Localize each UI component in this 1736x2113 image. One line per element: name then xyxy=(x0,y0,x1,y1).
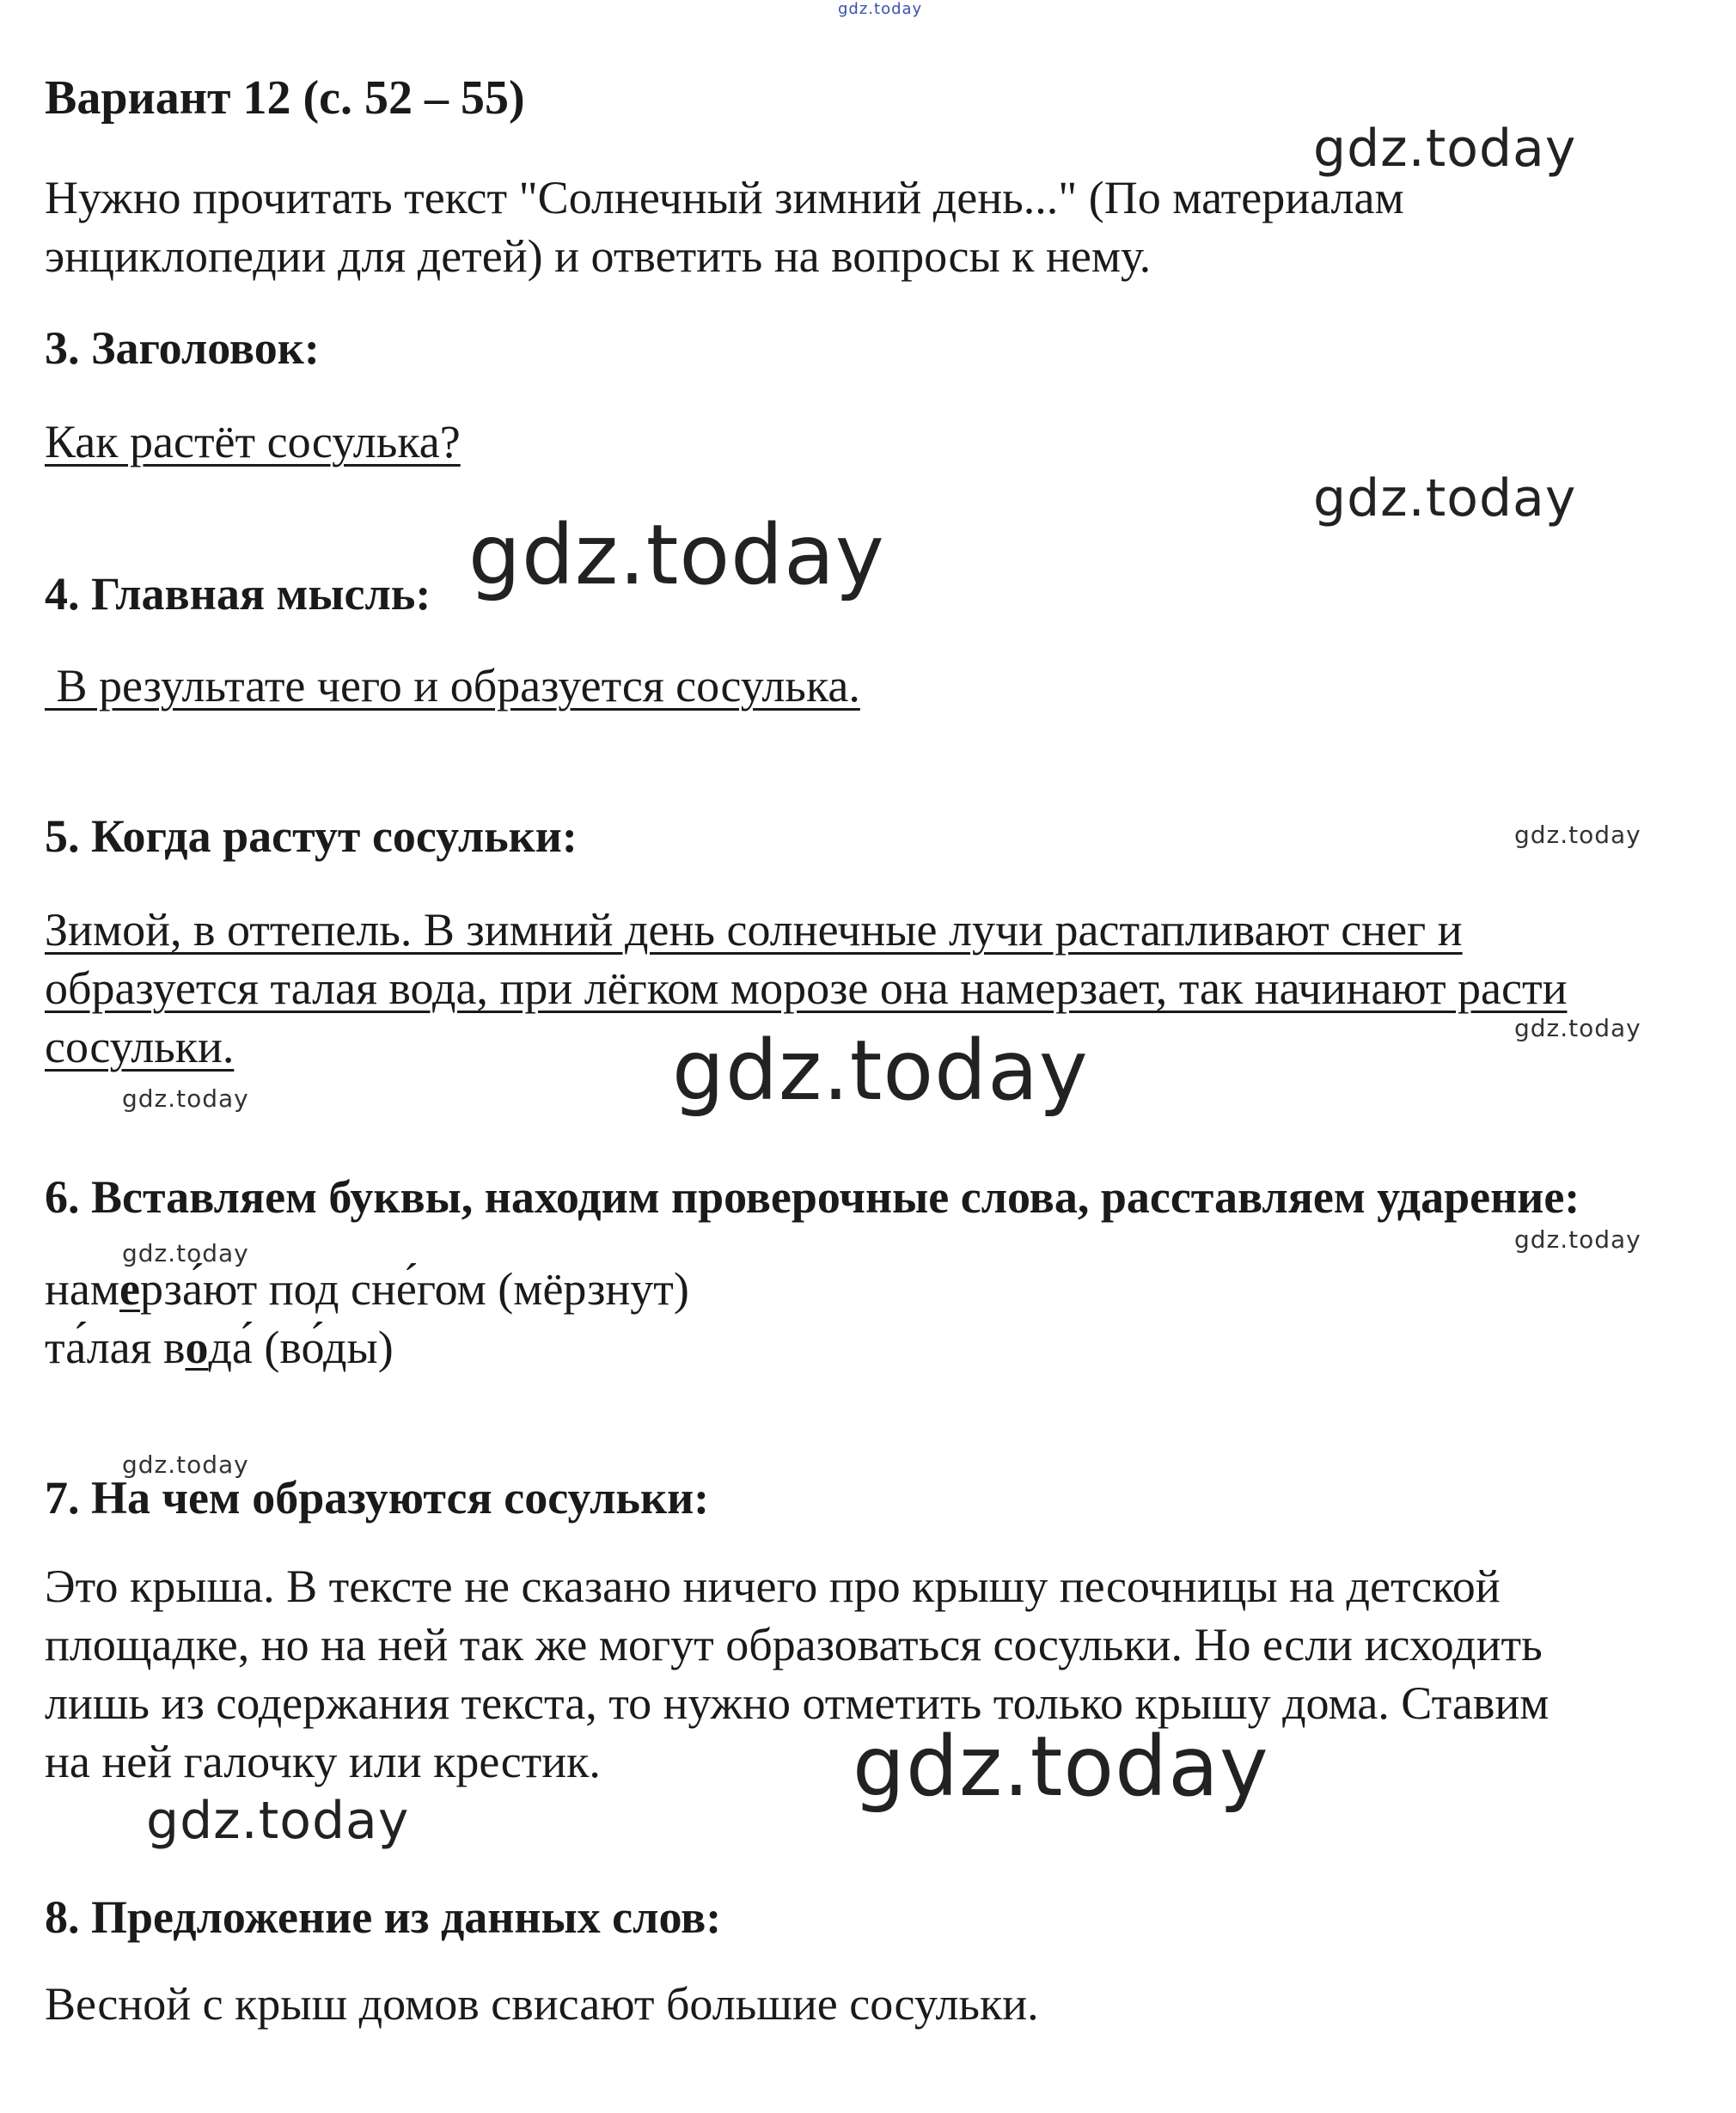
q7-heading: 7. На чем образуются сосульки: xyxy=(45,1472,710,1524)
watermark: gdz.today xyxy=(122,1450,249,1479)
q5-answer-line: образуется талая вода, при лёгком морозе она намерзает, так начинают расти xyxy=(45,962,1568,1014)
q7-answer-line: Это крыша. В тексте не сказано ничего про крышу песочницы на детской xyxy=(45,1560,1501,1612)
q6-line2-letter: о xyxy=(185,1322,209,1373)
watermark: gdz.today xyxy=(146,1791,410,1851)
q5-answer-line: сосульки. xyxy=(45,1021,235,1072)
watermark: gdz.today xyxy=(1313,468,1577,528)
q6-line1-pre: нам xyxy=(45,1263,120,1315)
q5-answer xyxy=(45,901,1567,1076)
q3-answer-text: Как растёт сосулька? xyxy=(45,416,461,467)
q5-heading: 5. Когда растут сосульки: xyxy=(45,810,578,862)
watermark: gdz.today xyxy=(1514,1014,1641,1042)
page-title: Вариант 12 (с. 52 – 55) xyxy=(45,71,525,125)
watermark: gdz.today xyxy=(1514,821,1641,849)
q4-heading: 4. Главная мысль: xyxy=(45,568,431,620)
q4-answer xyxy=(45,656,860,715)
q6-line2-post: да́ (во́ды) xyxy=(208,1322,394,1373)
intro-line: энциклопедии для детей) и ответить на вопросы к нему. xyxy=(45,230,1152,282)
watermark: gdz.today xyxy=(853,1719,1269,1815)
q5-answer-line: Зимой, в оттепель. В зимний день солнечные лучи растапливают снег и xyxy=(45,904,1463,956)
q6-line1-letter: е xyxy=(119,1263,141,1315)
intro-text xyxy=(45,168,1404,285)
q6-answer xyxy=(45,1260,689,1377)
watermark: gdz.today xyxy=(468,507,885,603)
q3-answer xyxy=(45,412,461,471)
q4-answer-text: В результате чего и образуется сосулька. xyxy=(45,660,860,711)
q7-answer-line: на ней галочку или крестик. xyxy=(45,1736,601,1787)
watermark-top: gdz.today xyxy=(838,0,923,18)
watermark: gdz.today xyxy=(122,1239,249,1267)
watermark: gdz.today xyxy=(1313,119,1577,179)
q6-heading: 6. Вставляем буквы, находим проверочные слова, расставляем ударение: xyxy=(45,1171,1580,1223)
q6-line2-pre: та́лая в xyxy=(45,1322,186,1373)
watermark: gdz.today xyxy=(1514,1225,1641,1254)
watermark: gdz.today xyxy=(122,1084,249,1113)
q6-word-line-2 xyxy=(45,1318,689,1377)
q7-answer xyxy=(45,1557,1549,1791)
q7-answer-line: площадке, но на ней так же могут образоваться сосульки. Но если исходить xyxy=(45,1619,1543,1670)
q8-heading: 8. Предложение из данных слов: xyxy=(45,1891,722,1943)
intro-line: Нужно прочитать текст "Солнечный зимний день..." (По материалам xyxy=(45,172,1404,223)
q8-answer: Весной с крыш домов свисают большие сосульки. xyxy=(45,1978,1039,2030)
q6-line1-post: рза́ют под сне́гом (мёрзнут) xyxy=(140,1263,689,1315)
watermark: gdz.today xyxy=(672,1023,1089,1119)
q7-answer-line: лишь из содержания текста, то нужно отметить только крышу дома. Ставим xyxy=(45,1677,1550,1729)
q6-word-line-1 xyxy=(45,1260,689,1318)
q3-heading: 3. Заголовок: xyxy=(45,322,320,374)
